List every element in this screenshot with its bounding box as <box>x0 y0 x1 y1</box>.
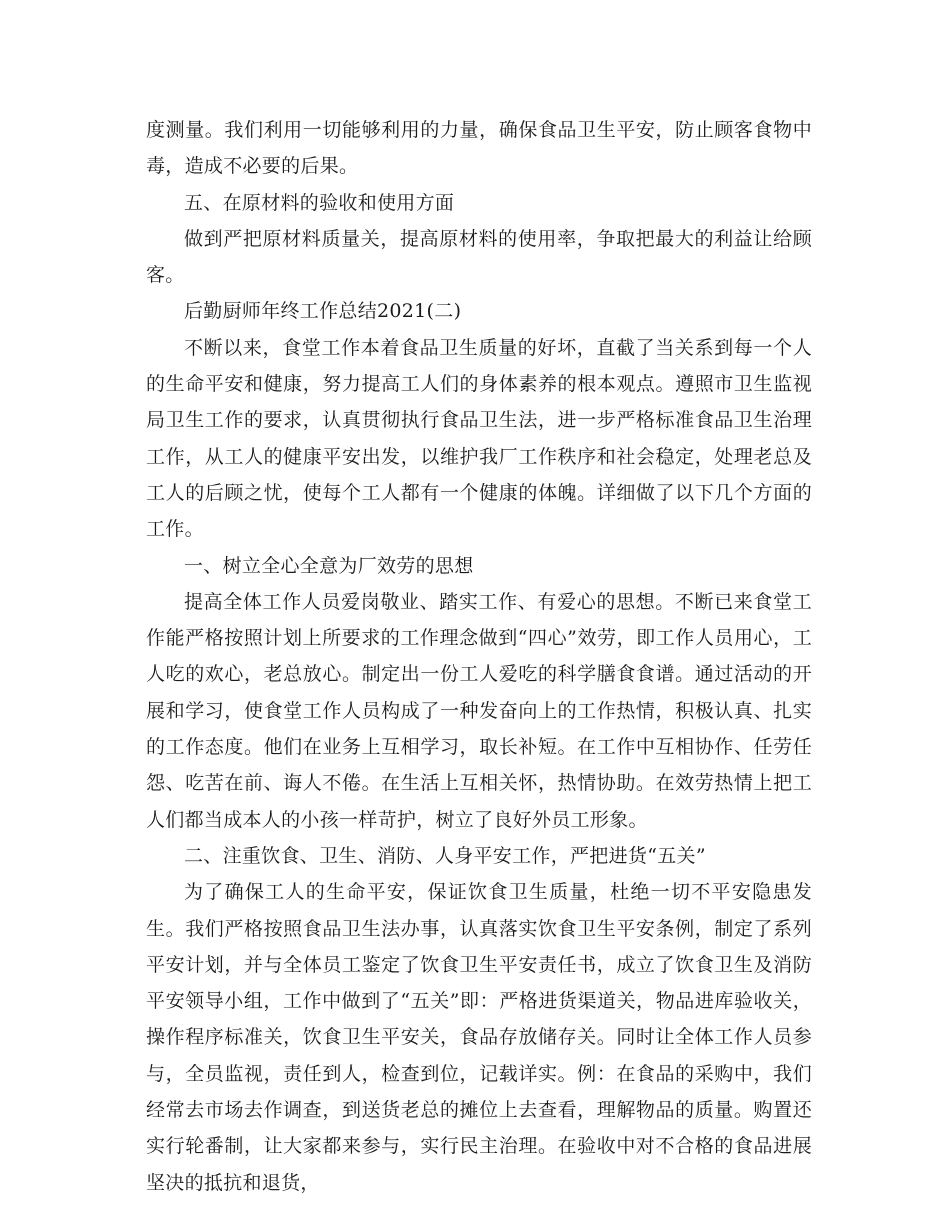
section-heading-two: 二、注重饮食、卫生、消防、人身平安工作，严把进货“五关” <box>184 844 706 867</box>
section-heading-five: 五、在原材料的验收和使用方面 <box>184 191 455 214</box>
document-page <box>146 112 812 1201</box>
paragraph-service-attitude: 提高全体工作人员爱岗敬业、踏实工作、有爱心的思想。不断已来食堂工作能严格按照计划上所要求的工作理念做到“四心”效劳，即工作人员用心，工人吃的欢心，老总放心。制定出一份工人爱吃的科学膳食食谱。通过活动的开展和学习，使食堂工作人员构成了一种发奋向上的工作热情，积极认真、扎实的工作态度。他们在业务上互相学习，取长补短。在工作中互相协作、任劳任怨、吃苦在前、诲人不倦。在生活上互相关怀，热情协助。在效劳热情上把工人们都当成本人的小孩一样苛护，树立了良好外员工形象。 <box>146 590 812 831</box>
paragraph-continued: 度测量。我们利用一切能够利用的力量，确保食品卫生平安，防止顾客食物中毒，造成不必要的后果。 <box>146 119 812 178</box>
document-subtitle: 后勤厨师年终工作总结2021(二) <box>184 300 462 323</box>
paragraph-safety: 为了确保工人的生命平安，保证饮食卫生质量，杜绝一切不平安隐患发生。我们严格按照食品卫生法办事，认真落实饮食卫生平安条例，制定了系列平安计划，并与全体员工鉴定了饮食卫生平安责任书，成立了饮食卫生及消防平安领导小组，工作中做到了“五关”即：严格进货渠道关，物品进库验收关，操作程序标准关，饮食卫生平安关，食品存放储存关。同时让全体工作人员参与，全员监视，责任到人，检查到位，记载详实。例：在食品的采购中，我们经常去市场去作调查，到送货老总的摊位上去查看，理解物品的质量。购置还实行轮番制，让大家都来参与，实行民主治理。在验收中对不合格的食品进展坚决的抵抗和退货， <box>146 881 812 1194</box>
paragraph-intro: 不断以来，食堂工作本着食品卫生质量的好坏，直截了当关系到每一个人的生命平安和健康，努力提高工人们的身体素养的根本观点。遵照市卫生监视局卫生工作的要求，认真贯彻执行食品卫生法，进一步严格标准食品卫生治理工作，从工人的健康平安出发，以维护我厂工作秩序和社会稳定，处理老总及工人的后顾之忧，使每个工人都有一个健康的体魄。详细做了以下几个方面的工作。 <box>146 336 812 541</box>
section-heading-one: 一、树立全心全意为厂效劳的思想 <box>184 554 474 577</box>
paragraph-raw-materials: 做到严把原材料质量关，提高原材料的使用率，争取把最大的利益让给顾客。 <box>146 227 812 287</box>
